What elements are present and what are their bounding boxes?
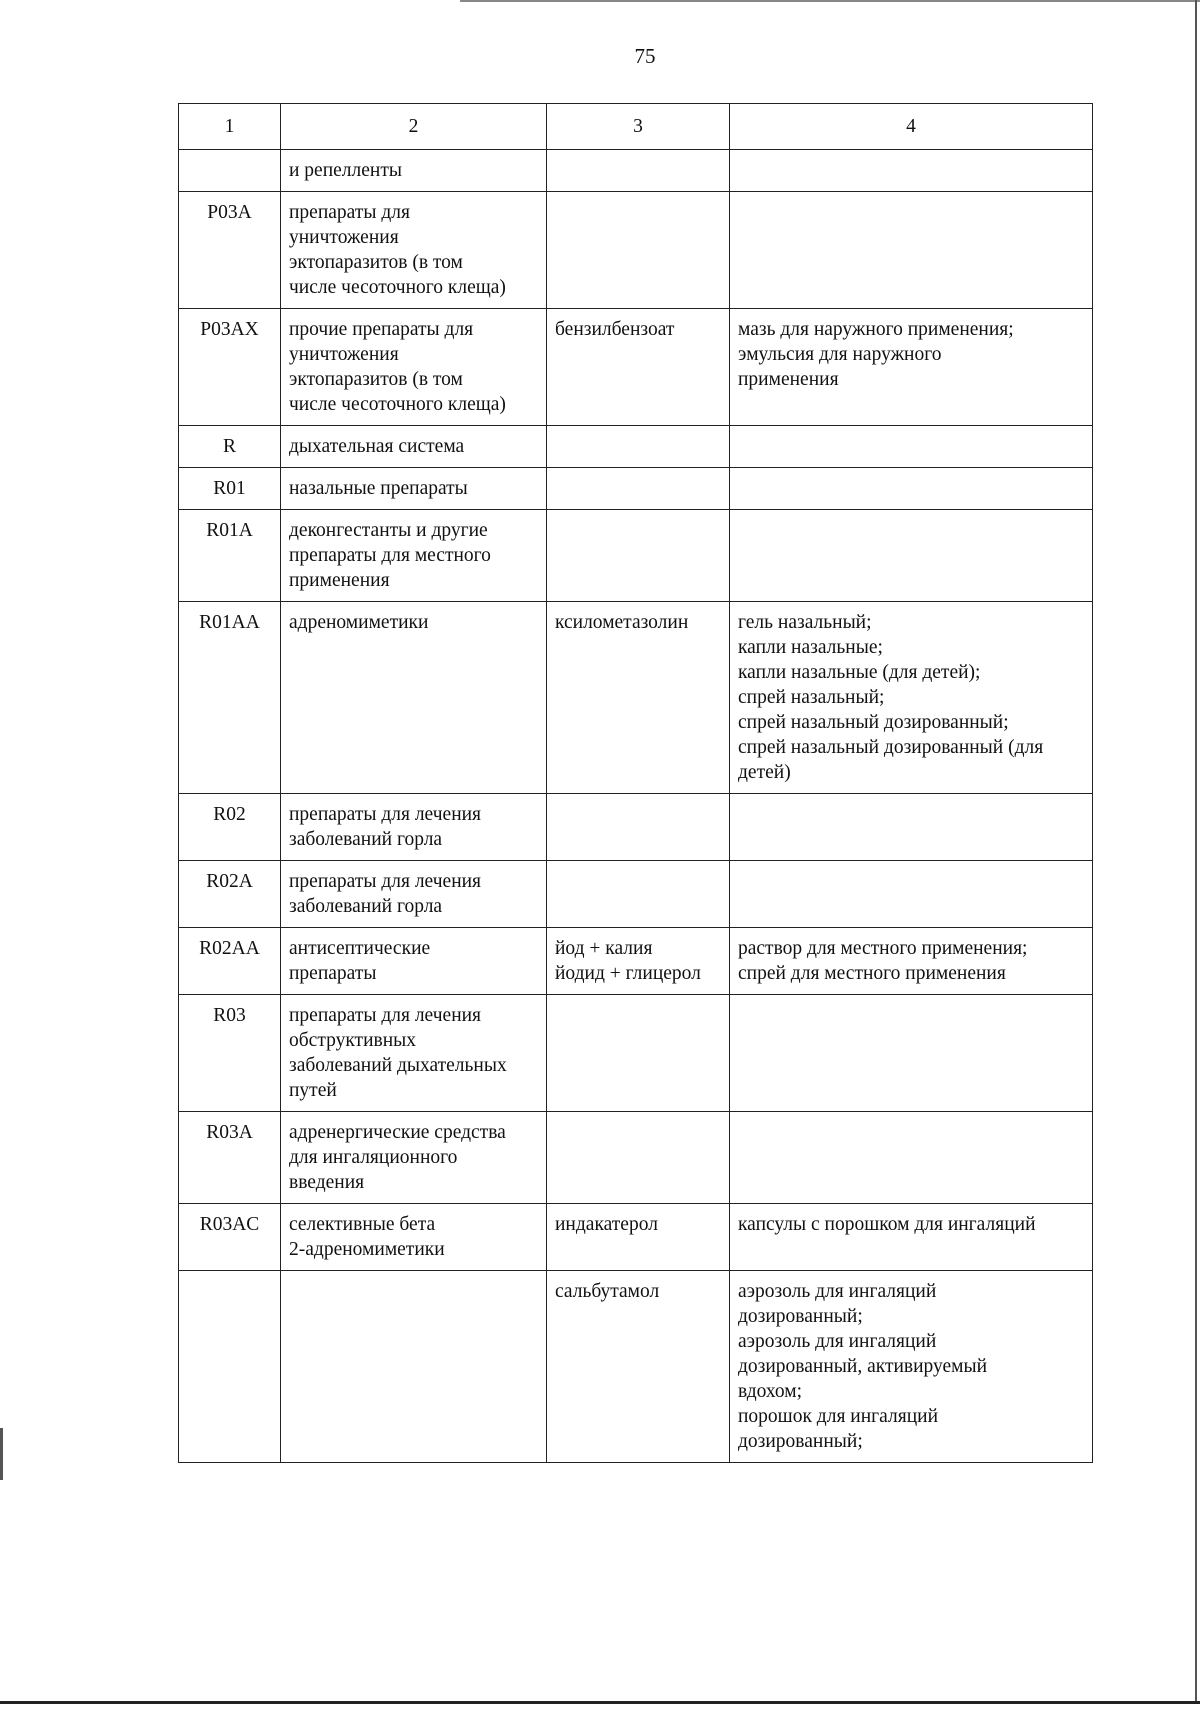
group-name-cell — [281, 468, 547, 510]
drug-name-cell — [547, 861, 730, 928]
group-name-cell-line: препараты для лечения — [289, 871, 482, 892]
group-name-cell-line: заболеваний горла — [289, 829, 443, 850]
drug-name-cell — [547, 1112, 730, 1204]
column-header-2: 2 — [281, 104, 547, 150]
dosage-form-cell — [730, 1112, 1093, 1204]
drug-name-cell-line: ксилометазолин — [555, 612, 689, 633]
group-name-cell-line: для ингаляционного — [289, 1147, 458, 1168]
table-row — [179, 1204, 1093, 1271]
dosage-form-cell — [730, 510, 1093, 602]
dosage-form-cell-line: порошок для ингаляций — [738, 1406, 938, 1427]
group-name-cell — [281, 794, 547, 861]
drug-name-cell-line: йод + калия — [555, 938, 653, 959]
table-row — [179, 861, 1093, 928]
dosage-form-cell-line: дозированный; — [738, 1431, 863, 1452]
atc-code-cell: R03A — [179, 1112, 281, 1204]
table-row — [179, 510, 1093, 602]
drug-name-cell-line: индакатерол — [555, 1214, 658, 1235]
drug-name-cell — [547, 192, 730, 309]
atc-code-cell — [179, 1271, 281, 1463]
group-name-cell — [281, 1271, 547, 1463]
group-name-cell-line: применения — [289, 570, 390, 591]
group-name-cell-line: препараты для лечения — [289, 1005, 482, 1026]
dosage-form-cell-line: капли назальные (для детей); — [738, 662, 981, 683]
dosage-form-cell — [730, 150, 1093, 192]
group-name-cell-line: антисептические — [289, 938, 431, 959]
atc-code-cell: R — [179, 426, 281, 468]
group-name-cell-line: уничтожения — [289, 344, 399, 365]
group-name-cell-line: дыхательная система — [289, 436, 465, 457]
group-name-cell — [281, 602, 547, 794]
drug-name-cell — [547, 150, 730, 192]
group-name-cell-line: деконгестанты и другие — [289, 520, 488, 541]
group-name-cell-line: путей — [289, 1080, 337, 1101]
dosage-form-cell-line: аэрозоль для ингаляций — [738, 1331, 937, 1352]
group-name-cell — [281, 861, 547, 928]
group-name-cell — [281, 192, 547, 309]
drug-name-cell — [547, 794, 730, 861]
dosage-form-cell-line: раствор для местного применения; — [738, 938, 1028, 959]
dosage-form-cell — [730, 192, 1093, 309]
group-name-cell-line: назальные препараты — [289, 478, 468, 499]
drug-name-cell — [547, 309, 730, 426]
drug-name-cell-line: сальбутамол — [555, 1281, 660, 1302]
dosage-form-cell-line: капсулы с порошком для ингаляций — [738, 1214, 1036, 1235]
group-name-cell-line: препараты для — [289, 202, 410, 223]
group-name-cell-line: числе чесоточного клеща) — [289, 394, 506, 415]
drug-name-cell — [547, 995, 730, 1112]
group-name-cell-line: и репелленты — [289, 160, 402, 181]
group-name-cell-line: обструктивных — [289, 1030, 416, 1051]
dosage-form-cell-line: детей) — [738, 762, 791, 783]
drug-name-cell — [547, 468, 730, 510]
group-name-cell — [281, 150, 547, 192]
atc-code-cell: R03 — [179, 995, 281, 1112]
drug-name-cell — [547, 1271, 730, 1463]
column-header-4: 4 — [730, 104, 1093, 150]
table-row — [179, 995, 1093, 1112]
dosage-form-cell — [730, 426, 1093, 468]
dosage-form-cell — [730, 928, 1093, 995]
atc-code-cell: R01 — [179, 468, 281, 510]
scan-right-edge — [1195, 0, 1197, 1701]
drug-name-cell — [547, 928, 730, 995]
group-name-cell — [281, 510, 547, 602]
dosage-form-cell-line: дозированный; — [738, 1306, 863, 1327]
scan-bottom-edge — [0, 1701, 1200, 1704]
atc-code-cell: P03AX — [179, 309, 281, 426]
group-name-cell-line: числе чесоточного клеща) — [289, 277, 506, 298]
group-name-cell-line: 2-адреномиметики — [289, 1239, 445, 1260]
atc-code-cell: R02A — [179, 861, 281, 928]
table-row — [179, 150, 1093, 192]
drug-name-cell — [547, 426, 730, 468]
group-name-cell-line: препараты — [289, 963, 377, 984]
atc-code-cell: R03AC — [179, 1204, 281, 1271]
table-row — [179, 309, 1093, 426]
dosage-form-cell-line: спрей назальный; — [738, 687, 885, 708]
drug-name-cell-line: йодид + глицерол — [555, 963, 701, 984]
table-row — [179, 468, 1093, 510]
group-name-cell-line: прочие препараты для — [289, 319, 474, 340]
table-row — [179, 426, 1093, 468]
scan-top-edge — [460, 0, 1200, 2]
dosage-form-cell — [730, 861, 1093, 928]
column-header-3: 3 — [547, 104, 730, 150]
dosage-form-cell-line: спрей назальный дозированный; — [738, 712, 1009, 733]
table-row — [179, 794, 1093, 861]
group-name-cell-line: препараты для местного — [289, 545, 491, 566]
dosage-form-cell — [730, 995, 1093, 1112]
dosage-form-cell-line: спрей назальный дозированный (для — [738, 737, 1044, 758]
group-name-cell — [281, 1204, 547, 1271]
group-name-cell-line: эктопаразитов (в том — [289, 252, 463, 273]
dosage-form-cell — [730, 602, 1093, 794]
group-name-cell-line: адренергические средства — [289, 1122, 506, 1143]
group-name-cell-line: введения — [289, 1172, 365, 1193]
group-name-cell-line: уничтожения — [289, 227, 399, 248]
dosage-form-cell-line: гель назальный; — [738, 612, 872, 633]
group-name-cell-line: эктопаразитов (в том — [289, 369, 463, 390]
drug-name-cell — [547, 602, 730, 794]
group-name-cell — [281, 928, 547, 995]
group-name-cell-line: селективные бета — [289, 1214, 436, 1235]
table-row — [179, 1112, 1093, 1204]
group-name-cell-line: заболеваний дыхательных — [289, 1055, 507, 1076]
group-name-cell — [281, 309, 547, 426]
dosage-form-cell — [730, 794, 1093, 861]
table-row — [179, 928, 1093, 995]
table-header-row — [179, 104, 1093, 150]
drug-name-cell-line: бензилбензоат — [555, 319, 675, 340]
page-number: 75 — [634, 44, 656, 68]
group-name-cell — [281, 1112, 547, 1204]
table-row — [179, 1271, 1093, 1463]
scan-margin-mark — [0, 1428, 3, 1480]
dosage-form-cell — [730, 1271, 1093, 1463]
column-header-1: 1 — [179, 104, 281, 150]
dosage-form-cell-line: аэрозоль для ингаляций — [738, 1281, 937, 1302]
atc-code-cell: R01AA — [179, 602, 281, 794]
table-row — [179, 192, 1093, 309]
atc-code-cell: R02 — [179, 794, 281, 861]
dosage-form-cell-line: спрей для местного применения — [738, 963, 1006, 984]
group-name-cell — [281, 995, 547, 1112]
drug-classification-table — [178, 103, 1093, 1463]
dosage-form-cell — [730, 468, 1093, 510]
group-name-cell — [281, 426, 547, 468]
drug-name-cell — [547, 1204, 730, 1271]
table-row — [179, 602, 1093, 794]
dosage-form-cell-line: мазь для наружного применения; — [738, 319, 1014, 340]
atc-code-cell: P03A — [179, 192, 281, 309]
atc-code-cell — [179, 150, 281, 192]
dosage-form-cell-line: дозированный, активируемый — [738, 1356, 988, 1377]
dosage-form-cell-line: применения — [738, 369, 839, 390]
dosage-form-cell — [730, 1204, 1093, 1271]
atc-code-cell: R02AA — [179, 928, 281, 995]
table-body — [179, 150, 1093, 1463]
dosage-form-cell-line: вдохом; — [738, 1381, 803, 1402]
group-name-cell-line: адреномиметики — [289, 612, 429, 633]
dosage-form-cell-line: капли назальные; — [738, 637, 883, 658]
group-name-cell-line: заболеваний горла — [289, 896, 443, 917]
group-name-cell-line: препараты для лечения — [289, 804, 482, 825]
dosage-form-cell — [730, 309, 1093, 426]
atc-code-cell: R01A — [179, 510, 281, 602]
dosage-form-cell-line: эмульсия для наружного — [738, 344, 942, 365]
drug-name-cell — [547, 510, 730, 602]
